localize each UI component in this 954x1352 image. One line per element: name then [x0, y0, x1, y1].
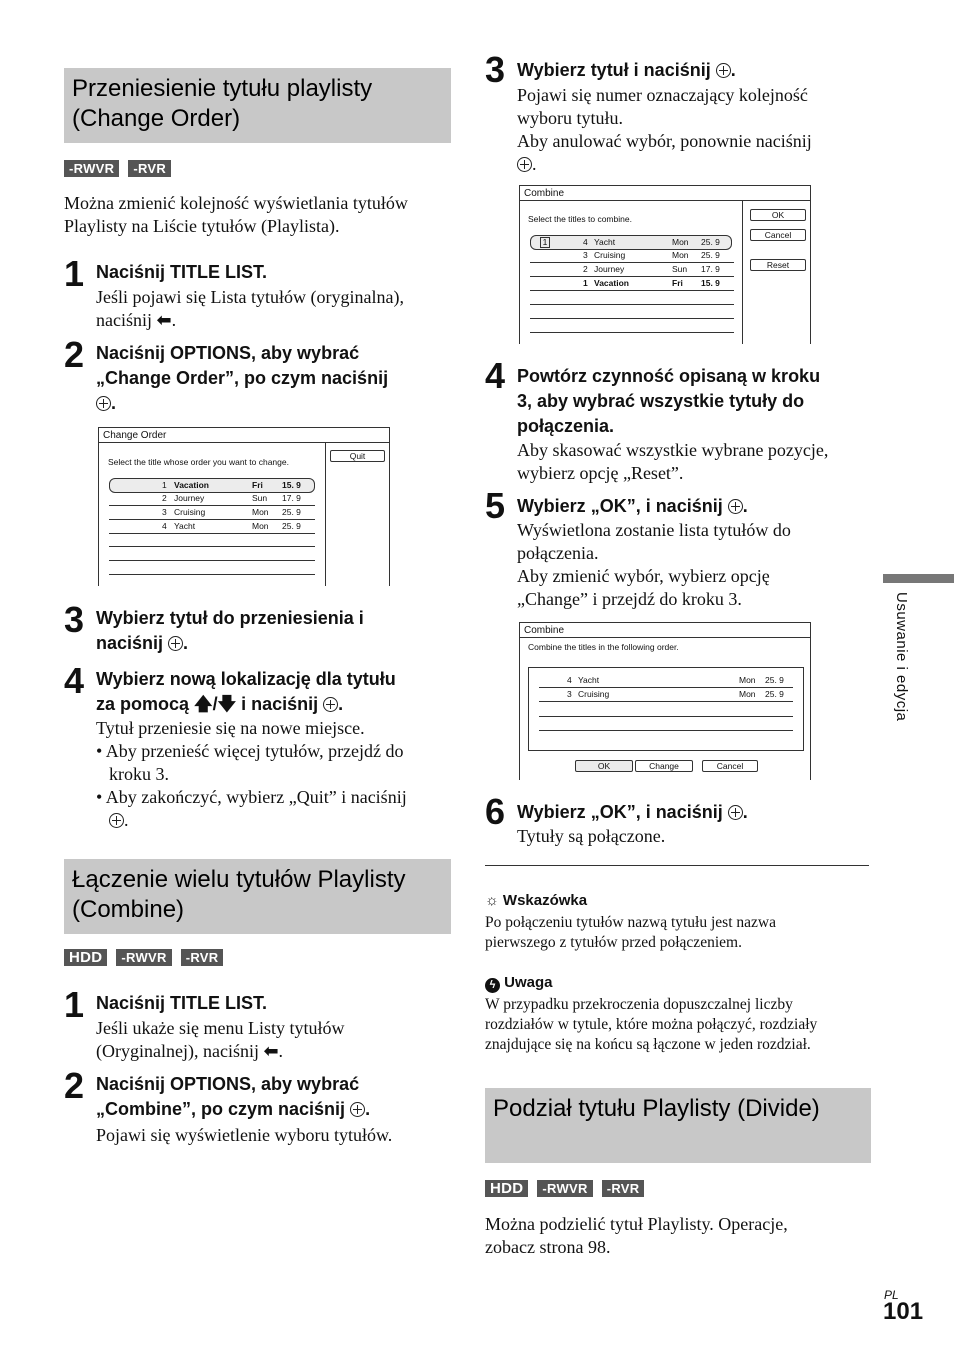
step-number: 2 — [64, 1065, 85, 1106]
return-arrow-icon: ⬅ — [156, 310, 172, 331]
enter-button-icon — [728, 805, 743, 820]
table-row[interactable]: 3 Cruising Mon 25. 9 — [530, 249, 734, 263]
step-text: Tytuł przeniesie się na nowe miejsce. • Aby przenieść więcej tytułów, przejdź do kroku 3. • Aby zakończyć, wybierz „Quit” i naciśnij . — [96, 718, 407, 830]
quit-button[interactable]: Quit — [330, 450, 385, 462]
sidebar-section-label: Usuwanie i edycja — [893, 592, 910, 722]
step-heading: Wybierz tytuł i naciśnij . — [517, 60, 736, 80]
step-2 — [64, 334, 464, 417]
return-arrow-icon: ⬅ — [263, 1041, 279, 1062]
up-arrow-icon: 🡅 — [194, 694, 213, 715]
cancel-button[interactable]: Cancel — [750, 229, 806, 241]
table-row[interactable]: 2 Journey Sun 17. 9 — [109, 492, 315, 506]
badge-rwvr: -RWVR — [64, 160, 119, 177]
section-title-change-order: Przeniesienie tytułu playlisty (Change Order) — [64, 68, 451, 143]
step-number: 6 — [485, 791, 506, 832]
enter-button-icon — [96, 396, 111, 411]
footer-lang: PL — [884, 1288, 899, 1302]
enter-button-icon — [323, 697, 338, 712]
table-row: 3 Cruising Mon 25. 9 — [539, 688, 793, 702]
table-row[interactable]: 1 Vacation Fri 15. 9 — [530, 277, 734, 291]
enter-button-icon — [109, 813, 124, 828]
selection-number-mark: 1 — [540, 237, 550, 248]
enter-button-icon — [350, 1102, 365, 1117]
step-6 — [485, 791, 885, 854]
step-heading: Naciśnij TITLE LIST. — [96, 262, 268, 282]
combine-select-screen — [519, 185, 811, 344]
divide-text: Można podzielić tytuł Playlisty. Operacje, zobacz strona 98. — [485, 1214, 788, 1257]
page-number: 101 — [883, 1298, 924, 1325]
enter-button-icon — [728, 499, 743, 514]
step-1 — [64, 984, 464, 1067]
badge-rvr: -RVR — [602, 1180, 645, 1197]
step-text: Jeśli pojawi się Lista tytułów (oryginalna), naciśnij ⬅. — [96, 287, 404, 331]
step-heading: Wybierz „OK”, i naciśnij . — [517, 496, 748, 516]
reset-button[interactable]: Reset — [750, 259, 806, 271]
step-heading: Naciśnij TITLE LIST. — [96, 993, 268, 1013]
step-3 — [485, 49, 885, 182]
step-number: 3 — [64, 599, 85, 640]
ok-button[interactable]: OK — [575, 760, 633, 772]
intro-text: Można zmienić kolejność wyświetlania tytułów Playlisty na Liście tytułów (Playlista). — [64, 193, 408, 236]
step-1 — [64, 253, 464, 336]
warning-icon: ϟ — [485, 978, 500, 993]
table-row[interactable]: 2 Journey Sun 17. 9 — [530, 263, 734, 277]
step-4 — [485, 355, 885, 483]
step-heading: Naciśnij OPTIONS, aby wybrać „Combine”, po czym naciśnij . — [96, 1074, 371, 1119]
step-number: 3 — [485, 49, 506, 90]
screen-message: Select the title whose order you want to change. — [108, 457, 289, 467]
step-heading: Powtórz czynność opisaną w kroku 3, aby wybrać wszystkie tytuły do połączenia. — [517, 366, 821, 436]
change-order-screen — [98, 427, 390, 586]
note-heading: ϟ Uwaga — [485, 974, 553, 993]
step-2 — [64, 1065, 464, 1148]
step-5 — [485, 485, 885, 618]
step-number: 4 — [64, 660, 85, 701]
screen-title: Combine — [524, 625, 565, 636]
step-number: 5 — [485, 485, 506, 526]
ok-button[interactable]: OK — [750, 209, 806, 221]
divider — [485, 865, 869, 866]
step-heading: Wybierz „OK”, i naciśnij . — [517, 802, 748, 822]
badge-hdd: HDD — [485, 1180, 528, 1197]
format-badges — [485, 1180, 644, 1197]
step-number: 2 — [64, 334, 85, 375]
badge-rvr: -RVR — [181, 949, 224, 966]
badge-hdd: HDD — [64, 949, 107, 966]
combine-list-box — [528, 667, 804, 751]
step-text: Pojawi się wyświetlenie wyboru tytułów. — [96, 1125, 393, 1145]
enter-button-icon — [716, 63, 731, 78]
format-badges — [64, 160, 171, 177]
step-heading: Naciśnij OPTIONS, aby wybrać „Change Order”, po czym naciśnij . — [96, 343, 389, 413]
note-text: W przypadku przekroczenia dopuszczalnej liczby rozdziałów w tytule, które można połączyć, rozdziały znajdujące się na końcu są łączone w jeden rozdział. — [485, 996, 818, 1053]
change-button[interactable]: Change — [635, 760, 693, 772]
step-3 — [64, 599, 464, 662]
lightbulb-icon: ☼ — [485, 892, 499, 909]
table-row[interactable]: 1 Vacation Fri 15. 9 — [109, 478, 315, 493]
step-number: 1 — [64, 253, 85, 294]
format-badges — [64, 949, 223, 966]
down-arrow-icon: 🡇 — [217, 694, 237, 715]
badge-rwvr: -RWVR — [116, 949, 171, 966]
table-row: 4 Yacht Mon 25. 9 — [539, 674, 793, 688]
tip-heading: ☼ Wskazówka — [485, 892, 588, 909]
step-text: Aby skasować wszystkie wybrane pozycje, wybierz opcję „Reset”. — [517, 440, 829, 483]
step-number: 4 — [485, 355, 506, 396]
badge-rwvr: -RWVR — [537, 1180, 592, 1197]
tip-text: Po połączeniu tytułów nazwą tytułu jest nazwa pierwszego z tytułów przed połączeniem. — [485, 914, 776, 951]
step-text: Tytuły są połączone. — [517, 826, 666, 846]
step-heading: Wybierz tytuł do przeniesienia i naciśnij . — [96, 608, 364, 653]
step-number: 1 — [64, 984, 85, 1025]
cancel-button[interactable]: Cancel — [702, 760, 758, 772]
sidebar-tab-marker — [883, 574, 954, 583]
table-row[interactable]: 3 Cruising Mon 25. 9 — [109, 506, 315, 520]
step-text: Pojawi się numer oznaczający kolejność wyboru tytułu. Aby anulować wybór, ponownie naciśnij . — [517, 85, 812, 174]
screen-title: Change Order — [103, 430, 167, 441]
screen-title: Combine — [524, 188, 565, 199]
enter-button-icon — [168, 636, 183, 651]
step-text: Wyświetlona zostanie lista tytułów do połączenia. Aby zmienić wybór, wybierz opcję „Change” i przejdź do kroku 3. — [517, 520, 791, 609]
section-title-divide: Podział tytułu Playlisty (Divide) — [485, 1088, 871, 1163]
combine-confirm-screen — [519, 622, 811, 780]
step-heading: Wybierz nową lokalizację dla tytułu za pomocą 🡅/🡇 i naciśnij . — [96, 669, 396, 715]
table-row[interactable]: 4 Yacht Mon 25. 9 — [109, 520, 315, 534]
screen-message: Select the titles to combine. — [528, 214, 632, 224]
enter-button-icon — [517, 157, 532, 172]
table-row[interactable]: 1 4 Yacht Mon 25. 9 — [530, 235, 732, 250]
step-4 — [64, 660, 464, 838]
section-title-combine: Łączenie wielu tytułów Playlisty (Combine) — [64, 859, 451, 934]
step-text: Jeśli ukaże się menu Listy tytułów (Oryginalnej), naciśnij ⬅. — [96, 1018, 345, 1062]
screen-message: Combine the titles in the following order. — [528, 642, 679, 652]
badge-rvr: -RVR — [128, 160, 171, 177]
